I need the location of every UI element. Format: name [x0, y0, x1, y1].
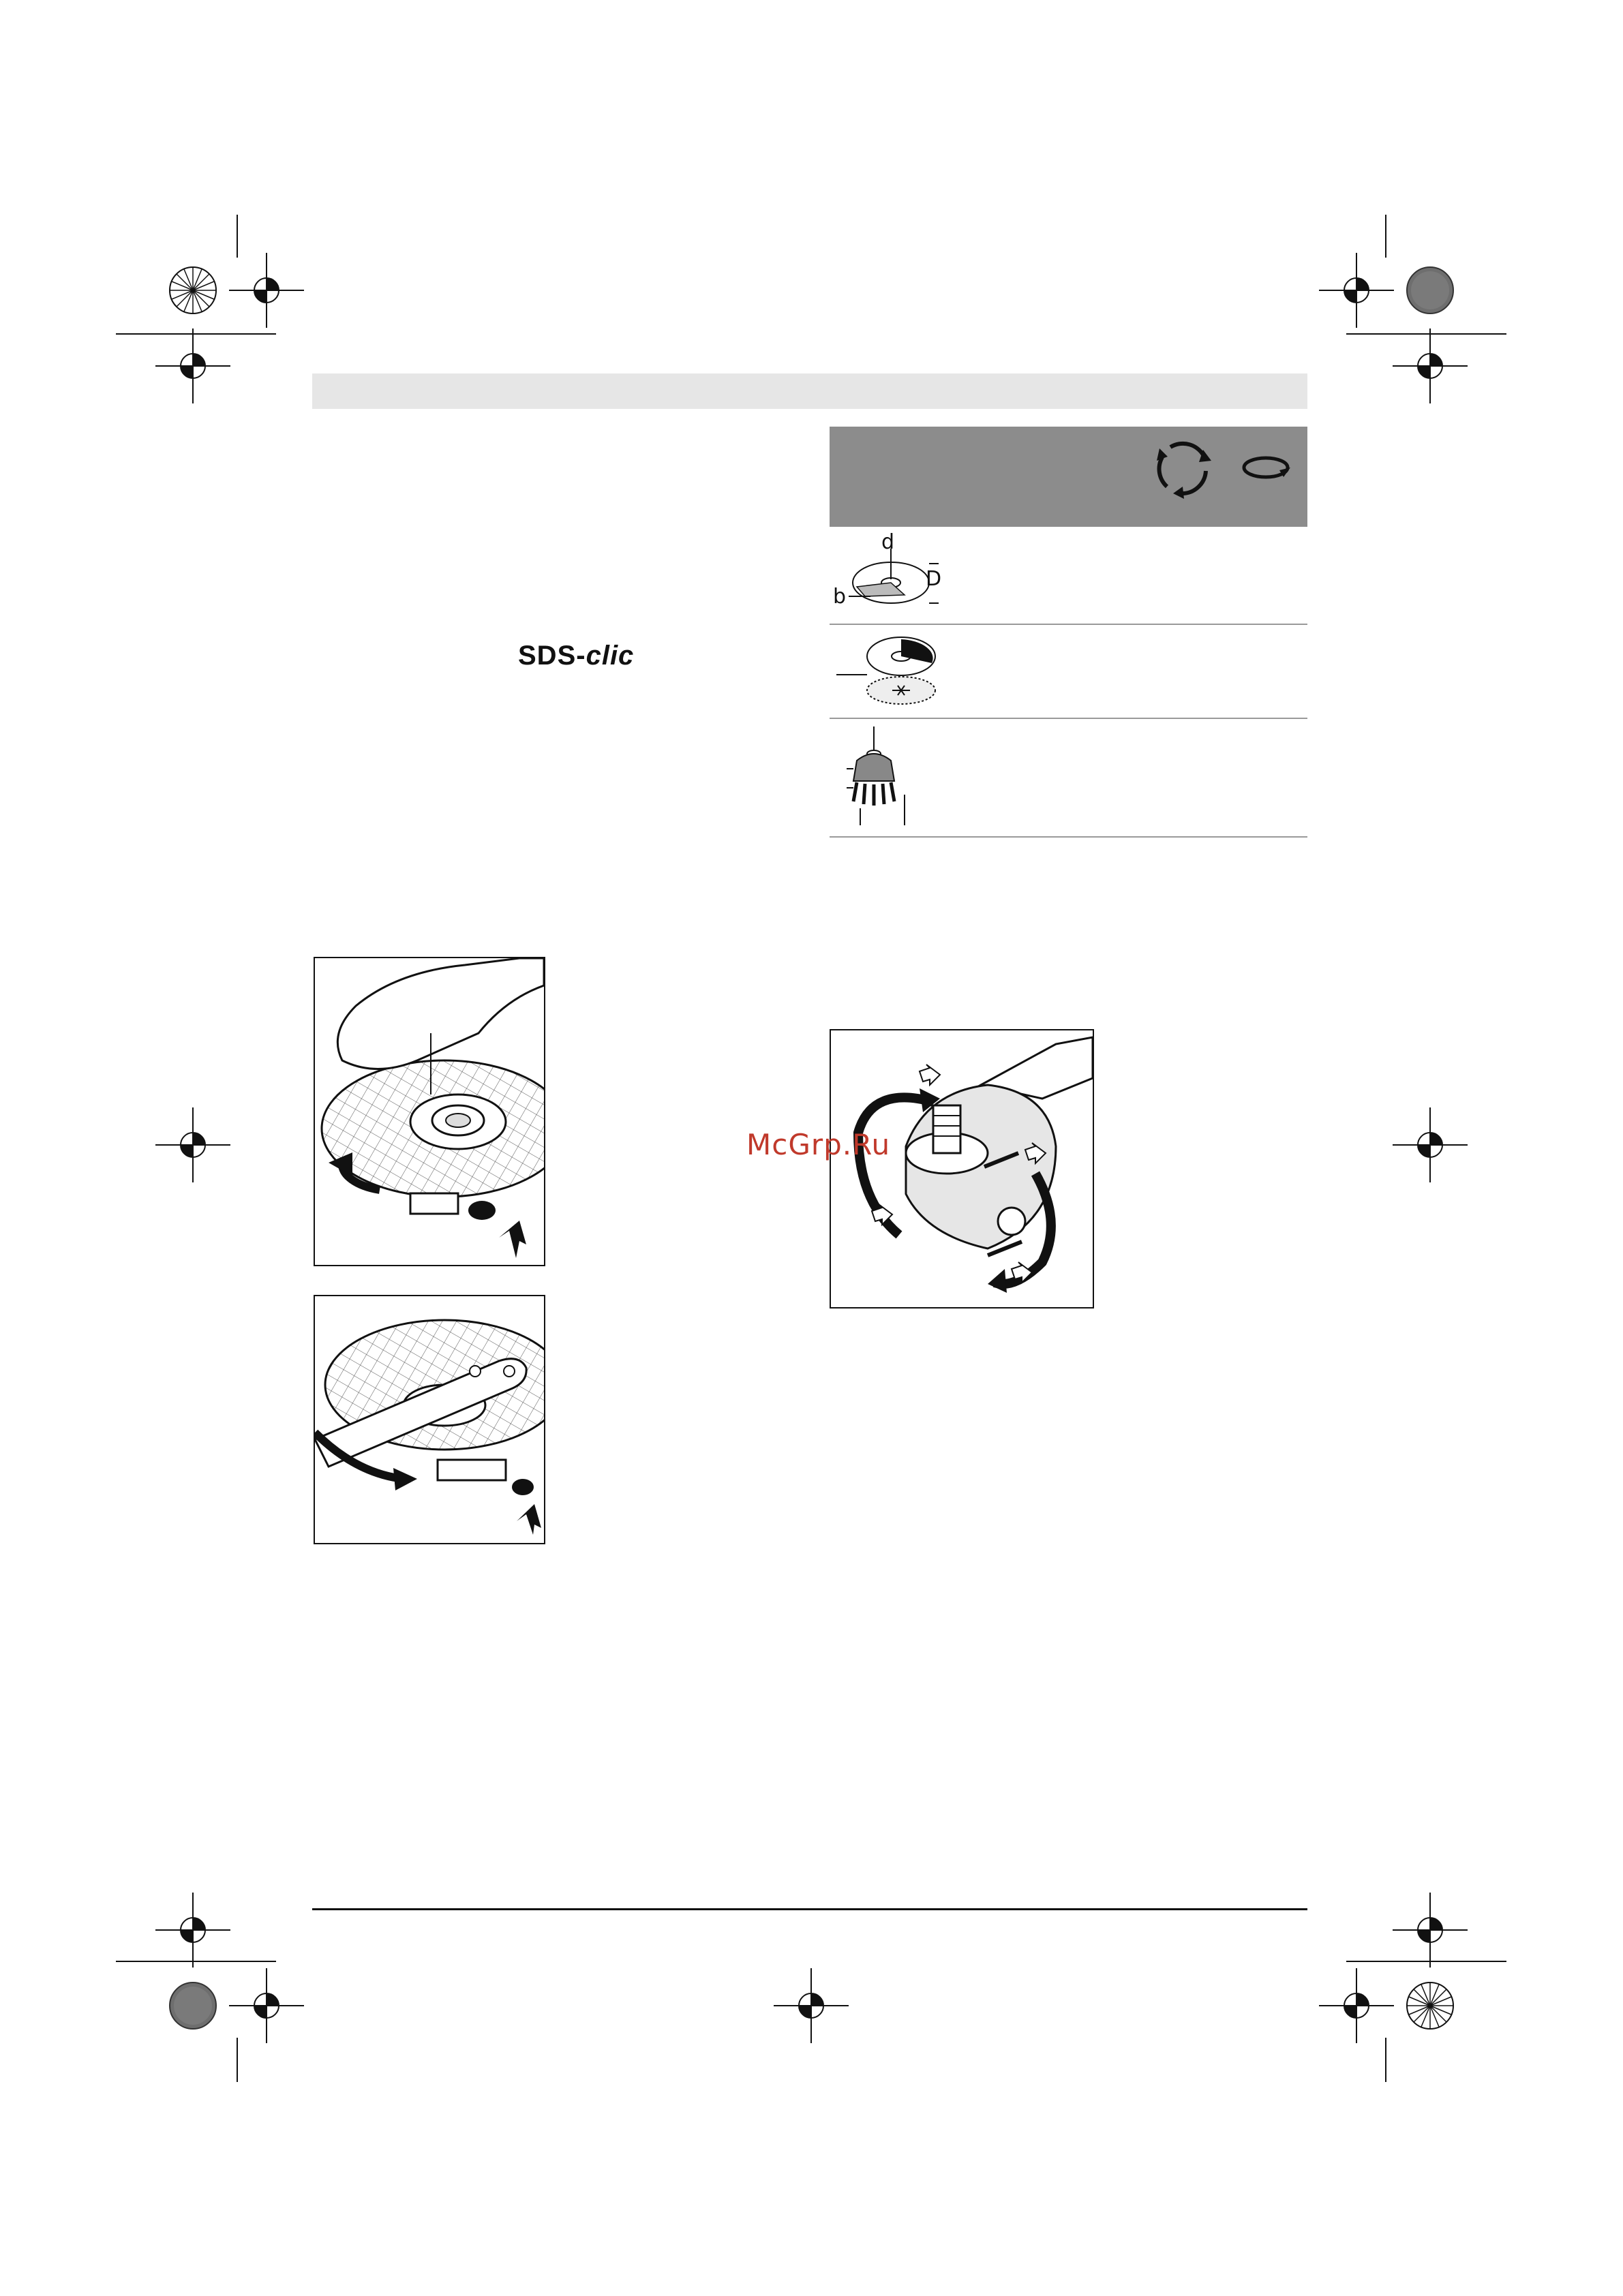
table-bottom-rule	[830, 836, 1307, 838]
sds-logo-suffix: clic	[586, 641, 635, 671]
table-row-divider	[830, 624, 1307, 625]
figure-tighten-with-spanner	[314, 1295, 545, 1544]
footer-rule	[312, 1908, 1307, 1910]
page-header-bar	[312, 373, 1307, 409]
rotation-ring-icon	[1239, 447, 1293, 488]
sds-logo-prefix: SDS-	[518, 641, 586, 671]
watermark-text: McGrp.Ru	[746, 1128, 891, 1161]
figure-mount-nut-by-hand	[314, 957, 545, 1266]
sds-clic-logo	[518, 641, 634, 671]
cutting-disc-dimension-illustration	[830, 528, 1307, 624]
dimension-label-D: D	[926, 567, 942, 591]
dimension-label-d: d	[881, 530, 895, 554]
grinding-disc-illustration	[830, 626, 1307, 718]
cup-brush-illustration	[830, 720, 1307, 836]
table-row-divider	[830, 718, 1307, 719]
figure-rotate-gear-head	[830, 1029, 1094, 1308]
recycle-arrows-icon	[1150, 433, 1218, 502]
accessory-table-header	[830, 427, 1307, 527]
dimension-label-b: b	[833, 585, 847, 609]
